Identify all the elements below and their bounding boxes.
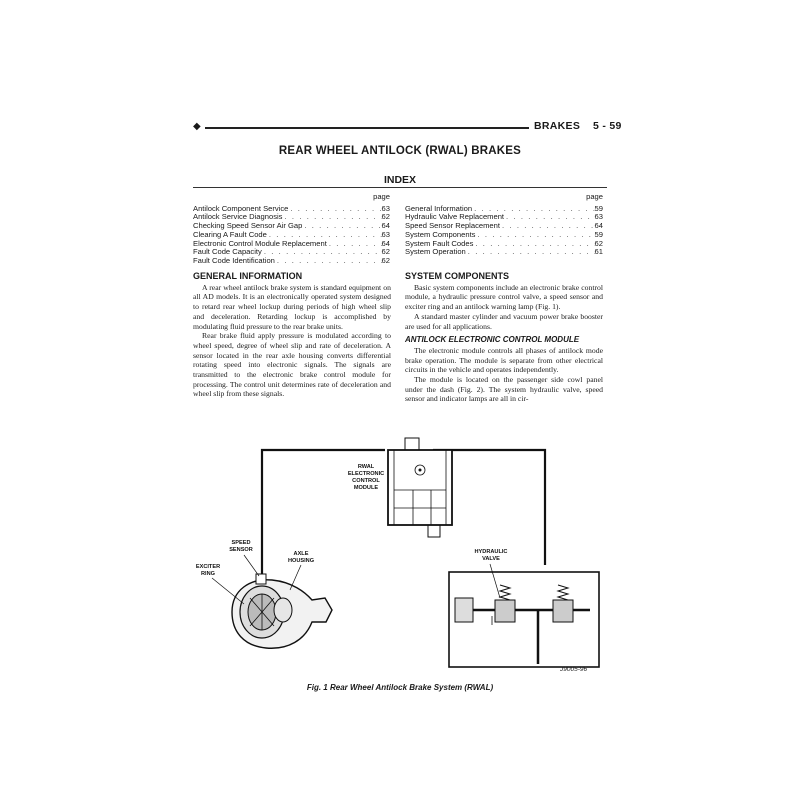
exciter-ring-label-line1: EXCITER bbox=[195, 564, 221, 570]
system-components-section bbox=[405, 272, 603, 404]
axle-housing-label-line1: AXLE bbox=[293, 551, 309, 557]
paragraph: The electronic module controls all phases of antilock mode brake operation. The module is separate from other electrical circuits in the vehicle and operates independently. bbox=[405, 345, 603, 375]
index-left-column bbox=[193, 193, 390, 266]
index-rule bbox=[193, 187, 607, 188]
leader-dots bbox=[288, 205, 381, 214]
index-entry-page: 63 bbox=[594, 212, 603, 222]
paragraph: Basic system components include an electronic brake control module, a hydraulic pressure control valve, a speed sensor and exciter ring and an antilock warning lamp (Fig. 1). bbox=[405, 282, 603, 312]
leader-dots bbox=[466, 248, 595, 257]
module-label-line3: CONTROL bbox=[352, 478, 380, 484]
running-head: BRAKES 5 - 59 bbox=[534, 120, 622, 132]
index-entry-label: Fault Code Identification bbox=[193, 255, 275, 265]
module-label-line2: ELECTRONIC bbox=[347, 471, 385, 477]
index-entry-label: Speed Sensor Replacement bbox=[405, 221, 500, 231]
module-label-line4: MODULE bbox=[353, 485, 379, 491]
axle-housing-label-line2: HOUSING bbox=[287, 558, 315, 564]
figure-caption: Fig. 1 Rear Wheel Antilock Brake System (RWAL) bbox=[306, 683, 494, 692]
index-entry-label: General Information bbox=[405, 203, 473, 213]
index-page-label: page bbox=[373, 192, 390, 201]
section-heading: SYSTEM COMPONENTS bbox=[405, 271, 510, 281]
index-entry-label: System Components bbox=[405, 229, 476, 239]
index-entry-label: System Fault Codes bbox=[405, 238, 474, 248]
index-entry-page: 63 bbox=[381, 229, 390, 239]
index-heading: INDEX bbox=[383, 174, 417, 186]
index-entry-page: 61 bbox=[594, 247, 603, 257]
header-diamond-icon: ◆ bbox=[193, 121, 201, 132]
page-title: REAR WHEEL ANTILOCK (RWAL) BRAKES bbox=[278, 145, 522, 157]
index-entry-page: 64 bbox=[381, 221, 390, 231]
leader-dots bbox=[504, 213, 595, 222]
index-entry-label: Electronic Control Module Replacement bbox=[193, 238, 327, 248]
speed-sensor-label-line1: SPEED bbox=[231, 540, 251, 546]
index-entry-page: 59 bbox=[594, 229, 603, 239]
index-entry-page: 62 bbox=[594, 238, 603, 248]
leader-dots bbox=[473, 240, 594, 249]
index-entry-label: Hydraulic Valve Replacement bbox=[405, 212, 505, 222]
rwal-system-diagram bbox=[180, 432, 620, 682]
paragraph: A rear wheel antilock brake system is standard equipment on all AD models. It is an electronically operated system designed to retard rear wheel lockup during periods of high wheel slip and deceleration. Retarding lockup is accomplished by modulating fluid pressure to the rear brake units. bbox=[193, 282, 391, 331]
index-entry bbox=[405, 248, 603, 257]
paragraph: The module is located on the passenger side cowl panel under the dash (Fig. 2). The system hydraulic valve, speed sensor and indicator lamps are all in cir- bbox=[405, 375, 603, 404]
exciter-ring-label-line2: RING bbox=[201, 571, 215, 577]
index-entry-page: 64 bbox=[594, 221, 603, 231]
index-entry-page: 62 bbox=[381, 255, 390, 265]
general-information-section bbox=[193, 272, 391, 399]
leader-dots bbox=[302, 222, 381, 231]
header-rule bbox=[205, 127, 529, 129]
paragraph: A standard master cylinder and vacuum power brake booster are used for all applications. bbox=[405, 311, 603, 331]
index-entry-page: 63 bbox=[381, 203, 390, 213]
control-module-graphic bbox=[388, 438, 452, 537]
index-entry bbox=[193, 257, 390, 266]
index-entry-page: 62 bbox=[381, 247, 390, 257]
index-entry-label: Checking Speed Sensor Air Gap bbox=[193, 221, 303, 231]
index-right-column bbox=[405, 193, 603, 257]
section-heading: GENERAL INFORMATION bbox=[193, 271, 303, 281]
figure-code: J9005-96 bbox=[560, 666, 588, 673]
leader-dots bbox=[475, 231, 594, 240]
valve-label-line1: HYDRAULIC bbox=[474, 549, 508, 555]
speed-sensor-label-line2: SENSOR bbox=[229, 547, 253, 553]
index-entry-label: Fault Code Capacity bbox=[193, 247, 262, 257]
leader-dots bbox=[262, 248, 382, 257]
index-entry-label: Antilock Component Service bbox=[193, 203, 289, 213]
valve-label-line2: VALVE bbox=[482, 556, 500, 562]
axle-housing-graphic bbox=[232, 574, 332, 648]
index-page-label: page bbox=[586, 192, 603, 201]
paragraph: Rear brake fluid apply pressure is modulated according to wheel speed, degree of wheel slip and rate of deceleration. A sensor located in the rear axle housing converts differential rotating speed into electronic signals. The signals are transmitted to the electronic brake control module for processing. The control unit determines rate of deceleration and wheel slip from these signals. bbox=[193, 331, 391, 399]
index-entry-page: 64 bbox=[381, 238, 390, 248]
leader-dots bbox=[275, 257, 382, 266]
index-entry-page: 59 bbox=[594, 203, 603, 213]
subsection-heading: ANTILOCK ELECTRONIC CONTROL MODULE bbox=[405, 335, 580, 345]
index-entry-label: Antilock Service Diagnosis bbox=[193, 212, 283, 222]
module-label-line1: RWAL bbox=[357, 464, 375, 470]
index-entry-label: System Operation bbox=[405, 247, 466, 257]
leader-dots bbox=[500, 222, 595, 231]
index-entry-page: 62 bbox=[381, 212, 390, 222]
leader-dots bbox=[327, 240, 382, 249]
hydraulic-valve-graphic bbox=[449, 572, 599, 667]
index-entry-label: Clearing A Fault Code bbox=[193, 229, 267, 239]
